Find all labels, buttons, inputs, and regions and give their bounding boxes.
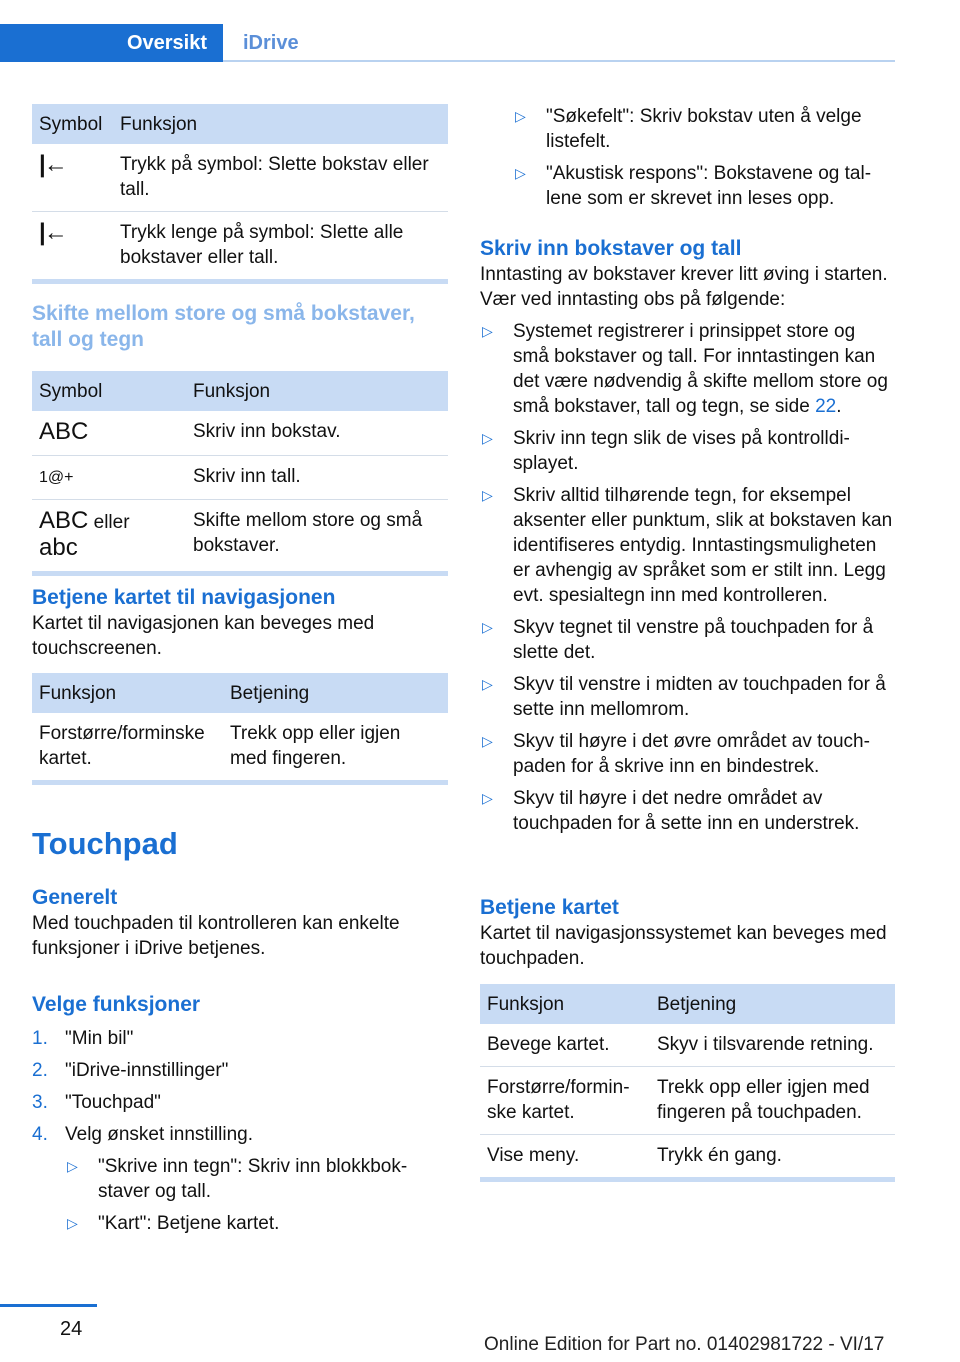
table-row xyxy=(480,1135,895,1178)
substeps-list xyxy=(65,1154,448,1236)
section-heading-map: Betjene kartet til navigasjonen xyxy=(32,586,336,609)
list-item: 4. Velg ønsket innstilling. ▷ "Skrive inn tegn": Skriv inn blokkbokstaver og tall. ▷ "Kart": Betjene kartet. xyxy=(32,1122,448,1236)
symbol-connector: eller xyxy=(93,512,130,533)
table-cell: Forstørre/forminske kartet. xyxy=(39,723,205,769)
left-column-select xyxy=(32,992,448,1243)
left-column-table2 xyxy=(32,371,448,576)
table-header: Betjening xyxy=(650,984,895,1024)
footer-divider xyxy=(0,1304,97,1307)
table-cell: Vise meny. xyxy=(487,1145,580,1166)
table-row xyxy=(32,456,448,500)
left-column-touchpad xyxy=(32,826,448,862)
triangle-bullet-icon: ▷ xyxy=(482,323,493,339)
right-column xyxy=(480,104,895,218)
triangle-bullet-icon: ▷ xyxy=(482,733,493,749)
table-header: Funksjon xyxy=(113,104,448,144)
triangle-bullet-icon: ▷ xyxy=(67,1158,78,1174)
list-item: ▷ Skyv tegnet til venstre på touchpaden for å slette det. xyxy=(482,617,874,663)
left-column-general xyxy=(32,885,448,961)
section-heading-general: Generelt xyxy=(32,886,118,909)
list-item: ▷ Skyv til høyre i det øvre området av touchpaden for å skrive inn en bindestrek. xyxy=(482,731,870,777)
table-cell: Trekk opp eller igjen med fingeren. xyxy=(230,723,401,769)
page-link[interactable]: 22 xyxy=(815,396,837,417)
section-heading-select: Velge funksjoner xyxy=(32,993,201,1016)
table-cell: Skyv i tilsvarende retning. xyxy=(650,1024,895,1067)
page-number: 24 xyxy=(60,1318,83,1340)
table-header: Symbol xyxy=(32,371,186,411)
delete-symbol-table xyxy=(32,104,448,279)
table-divider xyxy=(32,279,448,284)
case-symbol-table xyxy=(32,371,448,571)
list-item: ▷ Systemet registrerer i prinsippet store og små bokstaver og tall. For inntastingen kan det være nødvendig å skifte mellom store og små bokstaver, tall og tegn, se side 22. xyxy=(482,321,888,417)
table-divider xyxy=(32,571,448,576)
table-row xyxy=(32,500,448,572)
table-cell: Skifte mellom store og små bokstaver. xyxy=(193,510,423,556)
table-cell: Skriv inn bokstav. xyxy=(186,411,448,456)
section-heading-operate: Betjene kartet xyxy=(480,896,619,919)
section-heading-switch-case: Skifte mellom store og små bokstaver, tall og tegn xyxy=(32,302,415,351)
table-cell: Skriv inn tall. xyxy=(186,456,448,500)
table-row xyxy=(32,144,448,212)
table-header: Symbol xyxy=(32,104,113,144)
list-item: ▷ "Kart": Betjene kartet. xyxy=(67,1213,280,1234)
tab-oversikt[interactable]: Oversikt xyxy=(0,24,223,62)
tab-idrive[interactable]: iDrive xyxy=(223,24,895,62)
triangle-bullet-icon: ▷ xyxy=(482,619,493,635)
map-touchpad-table xyxy=(480,984,895,1177)
delete-icon: |← xyxy=(39,219,66,246)
input-rules-list xyxy=(480,319,895,836)
table-row xyxy=(32,411,448,456)
list-item: ▷ "Skrive inn tegn": Skriv inn blokkbokstaver og tall. xyxy=(67,1156,408,1202)
left-column-switch xyxy=(32,301,448,353)
triangle-bullet-icon: ▷ xyxy=(67,1215,78,1231)
list-item: ▷ "Søkefelt": Skriv bokstav uten å velge listefelt. xyxy=(515,106,862,152)
table-row xyxy=(480,1067,895,1135)
table-cell: Forstørre/forminske kartet. xyxy=(480,1067,650,1135)
list-item: ▷ Skyv til venstre i midten av touchpaden for å sette inn mellomrom. xyxy=(482,674,886,720)
table-divider xyxy=(480,1177,895,1182)
left-column xyxy=(32,104,448,284)
left-column-map xyxy=(32,585,448,661)
abc-upper-symbol: ABC xyxy=(39,507,89,534)
page-title-touchpad: Touchpad xyxy=(32,826,178,861)
edition-text: Online Edition for Part no. 01402981722 - VI/17 xyxy=(484,1334,885,1355)
header-tabs xyxy=(0,24,895,62)
list-item: ▷ Skyv til høyre i det nedre området av touchpaden for å sette inn en understrek. xyxy=(482,788,860,834)
map-touchscreen-table xyxy=(32,673,448,780)
triangle-bullet-icon: ▷ xyxy=(482,676,493,692)
table-header: Funksjon xyxy=(186,371,448,411)
enter-text: Inntasting av bokstaver krever litt øving i starten. Vær ved inntasting obs på følgende: xyxy=(480,264,888,310)
list-item: 2. "iDrive-innstillinger" xyxy=(32,1060,229,1081)
table-cell: Trykk én gang. xyxy=(657,1145,782,1166)
table-row xyxy=(32,713,448,780)
list-item: ▷ Skriv alltid tilhørende tegn, for eksempel aksenter eller punktum, slik at bokstaven kan identifiseres entydig. Inntastingsmuligheten er avhengig av språket som er stilt inn. Legg evt. spesialtegn inn med kontrolleren. xyxy=(482,485,893,606)
operate-text: Kartet til navigasjonssystemet kan beveges med touchpaden. xyxy=(480,923,887,969)
table-header: Funksjon xyxy=(480,984,650,1024)
triangle-bullet-icon: ▷ xyxy=(482,790,493,806)
section-heading-enter: Skriv inn bokstaver og tall xyxy=(480,237,742,260)
steps-list xyxy=(32,1026,448,1236)
table-row xyxy=(480,1024,895,1067)
triangle-bullet-icon: ▷ xyxy=(482,487,493,503)
table-row xyxy=(32,212,448,280)
table-cell: Trekk opp eller igjen med fingeren på touchpaden. xyxy=(650,1067,895,1135)
table-divider xyxy=(32,780,448,785)
substeps-cont-list xyxy=(480,104,895,211)
general-text: Med touchpaden til kontrolleren kan enkelte funksjoner i iDrive betjenes. xyxy=(32,913,400,959)
table-header: Funksjon xyxy=(32,673,223,713)
table-cell: Trykk på symbol: Slette bokstav eller tall. xyxy=(113,144,448,212)
delete-icon: |← xyxy=(39,151,66,178)
table-cell: Trykk lenge på symbol: Slette alle bokstaver eller tall. xyxy=(120,222,404,268)
right-column-table4 xyxy=(480,984,895,1182)
table-header: Betjening xyxy=(223,673,448,713)
triangle-bullet-icon: ▷ xyxy=(515,108,526,124)
list-item: ▷ "Akustisk respons": Bokstavene og tallene som er skrevet inn leses opp. xyxy=(515,163,872,209)
triangle-bullet-icon: ▷ xyxy=(515,165,526,181)
list-item: ▷ Skriv inn tegn slik de vises på kontrolldisplayet. xyxy=(482,428,850,474)
triangle-bullet-icon: ▷ xyxy=(482,430,493,446)
abc-symbol: ABC xyxy=(39,418,89,445)
number-symbol: 1@+ xyxy=(39,469,74,486)
list-item: 1. "Min bil" xyxy=(32,1028,134,1049)
list-item: 3. "Touchpad" xyxy=(32,1092,161,1113)
map-text: Kartet til navigasjonen kan beveges med touchscreenen. xyxy=(32,613,375,659)
right-column-enter xyxy=(480,236,895,843)
table-cell: Bevege kartet. xyxy=(480,1024,650,1067)
abc-lower-symbol: abc xyxy=(39,534,78,561)
right-column-operate xyxy=(480,895,895,971)
left-column-table3 xyxy=(32,673,448,785)
